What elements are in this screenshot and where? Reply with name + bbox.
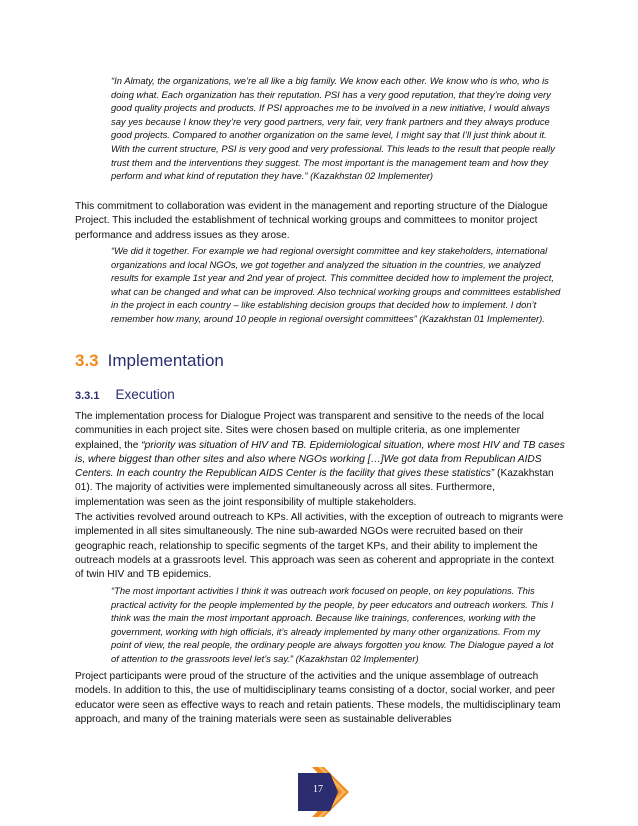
page-number: 17 xyxy=(313,784,323,795)
paragraph-outreach-activities: The activities revolved around outreach to KPs. All activities, with the exception of outreach to migrants were implemented in all sites simultaneously. The nine sub-awarded NGOs were recruited based on their geographic reach, relationship to specific segments of the target KPs, and their ability to implement the outreach models at a grassroots level. This approach was seen as coherent and appropriate in the context of twin HIV and TB epidemics. xyxy=(75,512,564,581)
subsection-heading xyxy=(75,387,175,402)
section-title: Implementation xyxy=(107,351,224,370)
paragraph-implementation-process xyxy=(75,410,565,510)
paragraph-collaboration: This commitment to collaboration was evident in the management and reporting structure of the Dialogue Project. This included the establishment of technical working groups and committees to monitor project performance and address issues as they arose. xyxy=(75,201,548,241)
paragraph-implementation-start: The implementation process for Dialogue Project was transparent and sensitive to the needs of the local communities in each project site. Sites were chosen based on multiple criteria, as one implementer explained, the xyxy=(75,411,544,451)
inline-quote-priority: “priority was situation of HIV and TB. Epidemiological situation, where most HIV and TB cases is, where biggest than other sites and also where NGOs working […]We got data from Republican AIDS Centers. In each country the Republican AIDS Center is the facility that gives these statistics” xyxy=(75,439,565,480)
subsection-number: 3.3.1 xyxy=(75,390,100,402)
quote-kazakhstan-02-reputation: “In Almaty, the organizations, we’re all like a big family. We know each other. We know who is who, who is doing what. Each organization has their reputation. PSI has a very good reputation, that they’re doing very good quality projects and products. If PSI approaches me to be involved in a new initiative, I would always say yes because I know they’re very good partners, very fair, very frank partners and they always produce good projects. Compared to another organization on the same level, I might say that I’ll just think about it. With the current structure, PSI is very good and very professional. This leads to the result that people really trust them and the interventions they suggest. The most important is the management team and how they perform and what kind of reputation they have.” (Kazakhstan 02 Implementer) xyxy=(111,75,555,182)
subsection-title: Execution xyxy=(115,387,175,402)
quote-kazakhstan-02-outreach: “The most important activities I think it was outreach work focused on people, on key populations. This practical activity for the people implemented by the people, by peer educators and outreach workers. This I think was the main the most important approach. Because like trainings, conferences, working with the government, working with high officials, it’s already implemented by many other organizations. From my point of view, the real people, the ordinary people are always forgotten you know. The Dialogue payed a lot of attention to the grassroots level let’s say.” (Kazakhstan 02 Implementer) xyxy=(111,585,554,664)
paragraph-project-participants: Project participants were proud of the structure of the activities and the unique assemblage of outreach models. In addition to this, the use of multidisciplinary teams consisting of a doctor, social worker, and peer educator were seen as effective ways to reach and retain patients. These models, the multidisciplinary team approach, and many of the training materials were seen as sustainable deliverables xyxy=(75,671,561,725)
quote-kazakhstan-01-committee: “We did it together. For example we had regional oversight committee and key stakeholders, international organizations and local NGOs, we got together and analyzed the situation in the countries, we analyzed results for example 1st year and 2nd year of project. This committee decided how to implement the project, what can be changed and what can be improved. Also technical working groups and committees established in the project in each country – like establishing decision groups that decided how to implement. I don’t remember how many, around 10 people in regional oversight committees” (Kazakhstan 01 Implementer). xyxy=(111,245,561,324)
section-number: 3.3 xyxy=(75,351,99,370)
paragraph-implementation-end: (Kazakhstan 01). The majority of activities were implemented simultaneously across all sites. Furthermore, implementation was seen as the joint responsibility of multiple stakeholders. xyxy=(75,468,554,508)
section-heading xyxy=(75,351,224,371)
